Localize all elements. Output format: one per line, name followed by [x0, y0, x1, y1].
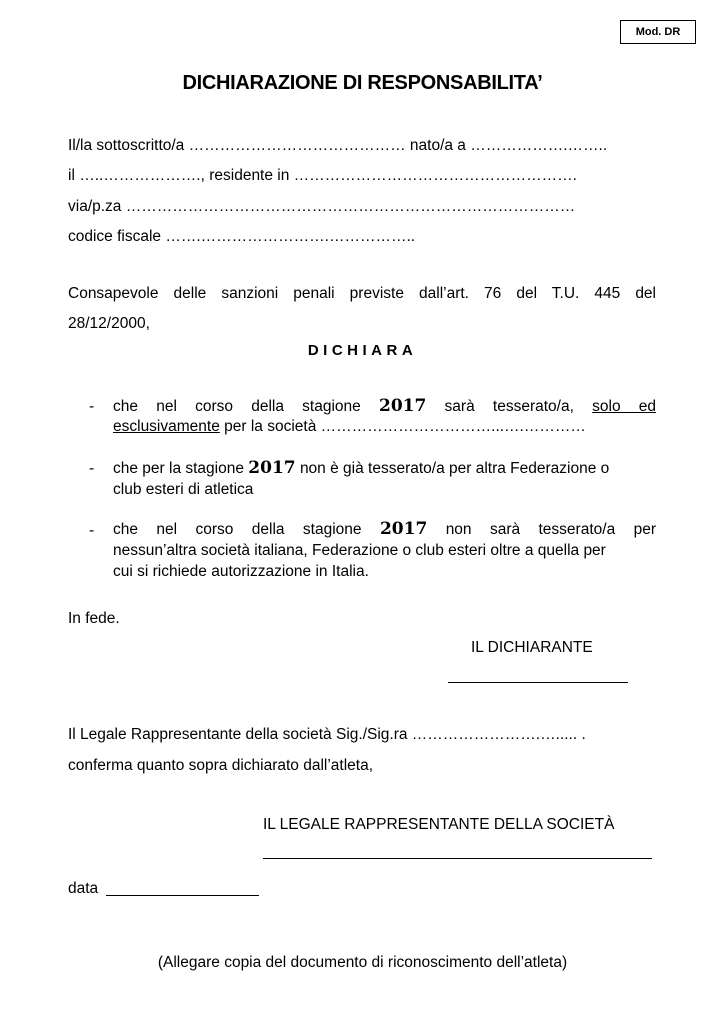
bullet-dash: - [89, 522, 95, 539]
field-line-name: Il/la sottoscritto/a …………………………………… nato/a a ……………….…….. [68, 137, 608, 154]
bullet-3-line-3: cui si richiede autorizzazione in Italia. [113, 563, 369, 580]
bullet-dash: - [89, 460, 95, 477]
form-code-box: Mod. DR [620, 20, 696, 44]
field-line-address: via/p.za …………………………………………………………………………… [68, 198, 576, 215]
bullet-2-year: 2017 [248, 458, 296, 478]
bullet-1-post: sarà tesserato/a, [444, 398, 574, 415]
bullet-1-year: 2017 [379, 396, 427, 416]
bullet-dash: - [89, 398, 95, 415]
bullet-1-line-2 [113, 418, 656, 436]
legal-rep-signature-label: IL LEGALE RAPPRESENTANTE DELLA SOCIETÀ [263, 816, 615, 833]
declarant-label: IL DICHIARANTE [471, 639, 593, 656]
bullet-1-underlined-2: esclusivamente [113, 418, 220, 435]
date-label: data [68, 880, 99, 897]
bullet-3-line-1 [113, 519, 656, 539]
declarant-signature-line [448, 682, 628, 683]
bullet-1-rest: per la società ……………………………...….………… [224, 418, 586, 435]
premise-line-2: 28/12/2000, [68, 315, 150, 332]
bullet-3-pre: che nel corso della stagione [113, 521, 362, 538]
bullet-3-year: 2017 [379, 519, 428, 539]
bullet-1-line-1 [113, 396, 656, 416]
bullet-2-pre: che per la stagione [113, 460, 244, 477]
declares-heading: DICHIARA [307, 342, 418, 359]
date-line [106, 895, 259, 896]
legal-rep-line-2: conferma quanto sopra dichiarato dall’atleta, [68, 757, 374, 774]
bullet-1-pre: che nel corso della stagione [113, 398, 361, 415]
bullet-2-line-1 [113, 458, 656, 478]
field-line-birth-residence: il …..………………., residente in ………………………………………………. [68, 167, 577, 184]
bullet-2-post: non è già tesserato/a per altra Federazione o [299, 460, 610, 477]
document-title: DICHIARAZIONE DI RESPONSABILITA’ [182, 72, 543, 94]
premise-line-1: Consapevole delle sanzioni penali previste dall’art. 76 del T.U. 445 del [68, 285, 656, 302]
field-line-tax-code: codice fiscale …….…………………….…………….. [68, 228, 416, 245]
in-fede: In fede. [68, 610, 120, 627]
footnote: (Allegare copia del documento di riconoscimento dell’atleta) [157, 954, 568, 971]
legal-rep-signature-line [263, 858, 652, 859]
bullet-3-post: non sarà tesserato/a per [445, 521, 656, 538]
bullet-1-underlined-1: solo ed [592, 398, 657, 415]
bullet-3-line-2: nessun’altra società italiana, Federazione o club esteri oltre a quella per [113, 542, 606, 559]
bullet-2-line-2: club esteri di atletica [113, 481, 254, 498]
legal-rep-line-1: Il Legale Rappresentante della società Sig./Sig.ra …………………….…..... . [68, 726, 586, 743]
